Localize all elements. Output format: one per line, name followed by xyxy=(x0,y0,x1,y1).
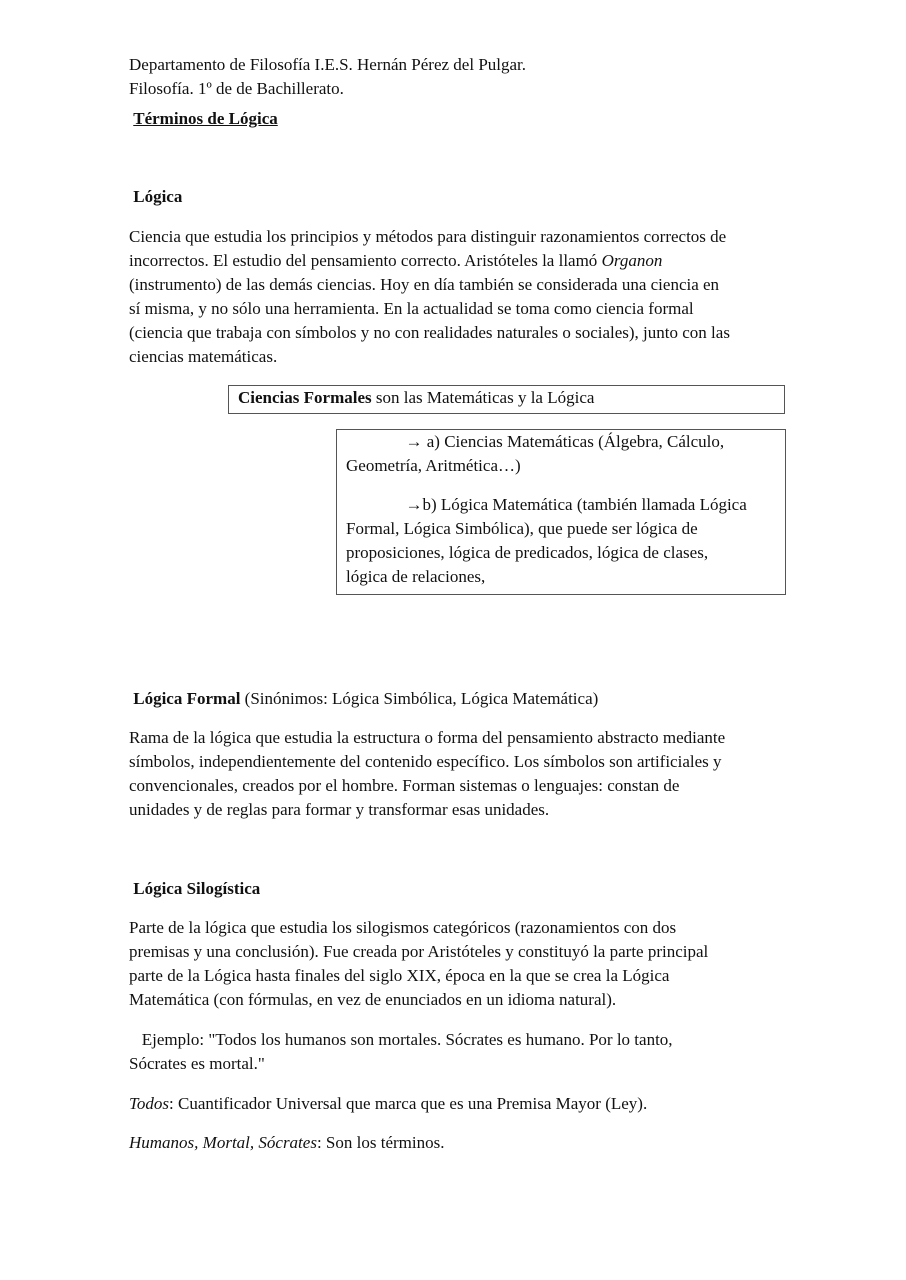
text-run: Lógica Silogística xyxy=(133,879,261,898)
heading-logica-formal-line xyxy=(129,687,789,711)
heading-logica xyxy=(129,185,789,209)
document-title-line xyxy=(129,107,789,131)
box-branch-line xyxy=(346,430,785,454)
header-line xyxy=(129,53,789,77)
header xyxy=(129,53,789,101)
text-run: Términos de Lógica xyxy=(133,109,278,128)
text-run: Geometría, Aritmética…) xyxy=(346,456,521,475)
text-run: →b) Lógica Matemática (también llamada Lógica xyxy=(346,495,747,514)
text-run: parte de la Lógica hasta finales del siglo XIX, época en la que se crea la Lógica xyxy=(129,966,670,985)
text-run: (Sinónimos: Lógica Simbólica, Lógica Matemática) xyxy=(240,689,599,708)
text-run: Rama de la lógica que estudia la estructura o forma del pensamiento abstracto mediante xyxy=(129,728,726,747)
heading-logica-formal xyxy=(129,687,789,711)
heading-logica-silogistica-line xyxy=(129,877,789,901)
box-branch-line xyxy=(346,454,785,478)
box-bold-text: Ciencias Formales xyxy=(238,388,372,407)
paragraph-logica-formal-line xyxy=(129,726,789,750)
paragraph-logica-formal-line xyxy=(129,750,789,774)
text-run: símbolos, independientemente del contenido específico. Los símbolos son artificiales y xyxy=(129,752,722,771)
text-run: unidades y de reglas para formar y transformar esas unidades. xyxy=(129,800,550,819)
paragraph-logica-silogistica-line xyxy=(129,964,789,988)
document-title xyxy=(129,107,789,131)
text-run: proposiciones, lógica de predicados, lógica de clases, xyxy=(346,543,709,562)
paragraph-logica-line xyxy=(129,273,789,297)
paragraph-logica-line xyxy=(129,225,789,249)
text-run: Todos xyxy=(129,1094,170,1113)
paragraph-logica-line xyxy=(129,249,789,273)
paragraph-logica-silogistica-line xyxy=(129,916,789,940)
heading-logica-silogistica xyxy=(129,877,789,901)
paragraph-logica-silogistica xyxy=(129,916,789,1012)
paragraph-logica-formal-line xyxy=(129,798,789,822)
box-branch-line xyxy=(346,541,785,565)
box-branch-line xyxy=(346,493,785,517)
todos-definition-line xyxy=(129,1092,789,1116)
paragraph-logica-formal-line xyxy=(129,774,789,798)
text-run: incorrectos. El estudio del pensamiento correcto. Aristóteles la llamó xyxy=(129,251,602,270)
text-run: Parte de la lógica que estudia los silogismos categóricos (razonamientos con dos xyxy=(129,918,677,937)
example xyxy=(129,1028,789,1076)
todos-definition xyxy=(129,1092,789,1116)
terms-definition xyxy=(129,1131,789,1155)
paragraph-logica-line xyxy=(129,345,789,369)
paragraph-logica-formal xyxy=(129,726,789,822)
text-run: ciencias matemáticas. xyxy=(129,347,278,366)
formal-sciences-box xyxy=(228,385,785,414)
text-run: lógica de relaciones, xyxy=(346,567,486,586)
paragraph-logica xyxy=(129,225,789,369)
text-run: : Cuantificador Universal que marca que es una Premisa Mayor (Ley). xyxy=(169,1094,648,1113)
heading-logica-line xyxy=(129,185,789,209)
box-branch-line xyxy=(346,565,785,589)
text-run: : Son los términos. xyxy=(316,1133,445,1152)
text-run: Lógica Formal xyxy=(133,689,241,708)
paragraph-logica-line xyxy=(129,297,789,321)
text-run: Matemática (con fórmulas, en vez de enunciados en un idioma natural). xyxy=(129,990,617,1009)
paragraph-logica-silogistica-line xyxy=(129,988,789,1012)
text-run: Sócrates es mortal." xyxy=(129,1054,265,1073)
paragraph-logica-line xyxy=(129,321,789,345)
box-text: son las Matemáticas y la Lógica xyxy=(371,388,595,407)
box-branch-line xyxy=(346,517,785,541)
terms-definition-line xyxy=(129,1131,789,1155)
text-run: (ciencia que trabaja con símbolos y no con realidades naturales o sociales), junto con las xyxy=(129,323,730,342)
text-run: sí misma, y no sólo una herramienta. En la actualidad se toma como ciencia formal xyxy=(129,299,694,318)
text-run: (instrumento) de las demás ciencias. Hoy en día también se considerada una ciencia en xyxy=(129,275,720,294)
text-run: Ciencia que estudia los principios y métodos para distinguir razonamientos correctos de xyxy=(129,227,727,246)
example-line xyxy=(129,1028,789,1052)
header-line xyxy=(129,77,789,101)
example-line xyxy=(129,1052,789,1076)
paragraph-logica-silogistica-line xyxy=(129,940,789,964)
text-run: premisas y una conclusión). Fue creada por Aristóteles y constituyó la parte principal xyxy=(129,942,709,961)
text-run: Organon xyxy=(601,251,663,270)
text-run: Ejemplo: "Todos los humanos son mortales. Sócrates es humano. Por lo tanto, xyxy=(129,1030,673,1049)
text-run: Lógica xyxy=(133,187,183,206)
text-run: → a) Ciencias Matemáticas (Álgebra, Cálculo, xyxy=(346,432,725,451)
text-run: Filosofía. 1º de de Bachillerato. xyxy=(129,79,344,98)
text-run: Humanos, Mortal, Sócrates xyxy=(129,1133,317,1152)
text-run: Departamento de Filosofía I.E.S. Hernán Pérez del Pulgar. xyxy=(129,55,527,74)
text-run: convencionales, creados por el hombre. Forman sistemas o lenguajes: constan de xyxy=(129,776,680,795)
formal-sciences-branches-box xyxy=(336,429,786,595)
text-run: Formal, Lógica Simbólica), que puede ser lógica de xyxy=(346,519,698,538)
